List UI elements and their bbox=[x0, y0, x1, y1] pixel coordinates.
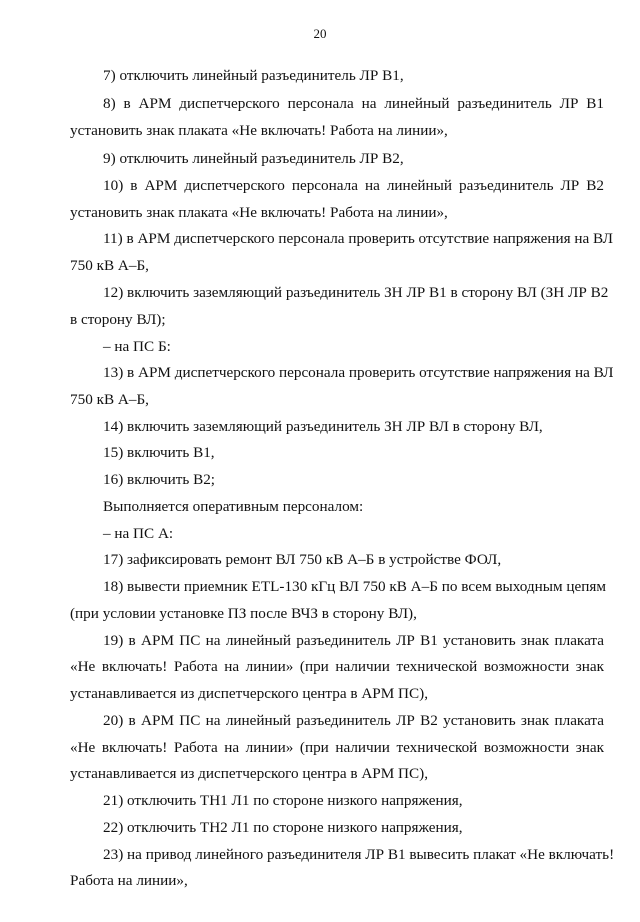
text-line: 13) в АРМ диспетчерского персонала проверить отсутствие напряжения на ВЛ bbox=[103, 364, 614, 381]
text-line: 8) в АРМ диспетчерского персонала на линейный разъединитель ЛР В1 bbox=[103, 95, 604, 112]
text-line: 15) включить В1, bbox=[103, 444, 215, 461]
text-line: 16) включить В2; bbox=[103, 471, 216, 488]
text-line: 11) в АРМ диспетчерского персонала проверить отсутствие напряжения на ВЛ bbox=[103, 230, 613, 247]
text-line: в сторону ВЛ); bbox=[70, 311, 166, 328]
text-line: 7) отключить линейный разъединитель ЛР В1, bbox=[103, 67, 404, 84]
text-line: устанавливается из диспетчерского центра в АРМ ПС), bbox=[70, 765, 429, 782]
text-line: 750 кВ А–Б, bbox=[70, 257, 149, 274]
text-line: 17) зафиксировать ремонт ВЛ 750 кВ А–Б в устройстве ФОЛ, bbox=[103, 551, 502, 568]
text-line: 12) включить заземляющий разъединитель ЗН ЛР В1 в сторону ВЛ (ЗН ЛР В2 bbox=[103, 284, 609, 301]
text-line: устанавливается из диспетчерского центра в АРМ ПС), bbox=[70, 685, 429, 702]
text-line: «Не включать! Работа на линии» (при наличии технической возможности знак bbox=[70, 658, 604, 675]
text-line: Работа на линии», bbox=[70, 872, 188, 889]
text-line: 14) включить заземляющий разъединитель ЗН ЛР ВЛ в сторону ВЛ, bbox=[103, 418, 543, 435]
text-line: 21) отключить ТН1 Л1 по стороне низкого напряжения, bbox=[103, 792, 463, 809]
text-line: 18) вывести приемник ETL-130 кГц ВЛ 750 кВ А–Б по всем выходным цепям bbox=[103, 578, 606, 595]
text-line: «Не включать! Работа на линии» (при наличии технической возможности знак bbox=[70, 739, 604, 756]
text-line: установить знак плаката «Не включать! Работа на линии», bbox=[70, 204, 448, 221]
text-line: 19) в АРМ ПС на линейный разъединитель ЛР В1 установить знак плаката bbox=[103, 632, 604, 649]
text-line: 22) отключить ТН2 Л1 по стороне низкого напряжения, bbox=[103, 819, 463, 836]
text-line: 750 кВ А–Б, bbox=[70, 391, 149, 408]
text-line: (при условии установке ПЗ после ВЧЗ в сторону ВЛ), bbox=[70, 605, 417, 622]
text-line: – на ПС Б: bbox=[103, 338, 171, 355]
text-line: 10) в АРМ диспетчерского персонала на линейный разъединитель ЛР В2 bbox=[103, 177, 604, 194]
text-line: Выполняется оперативным персоналом: bbox=[103, 498, 364, 515]
text-line: установить знак плаката «Не включать! Работа на линии», bbox=[70, 122, 448, 139]
text-line: 9) отключить линейный разъединитель ЛР В2, bbox=[103, 150, 404, 167]
text-line: 20) в АРМ ПС на линейный разъединитель ЛР В2 установить знак плаката bbox=[103, 712, 604, 729]
text-line: 23) на привод линейного разъединителя ЛР В1 вывесить плакат «Не включать! bbox=[103, 846, 615, 863]
text-line: – на ПС А: bbox=[103, 525, 174, 542]
page-number: 20 bbox=[313, 26, 327, 41]
